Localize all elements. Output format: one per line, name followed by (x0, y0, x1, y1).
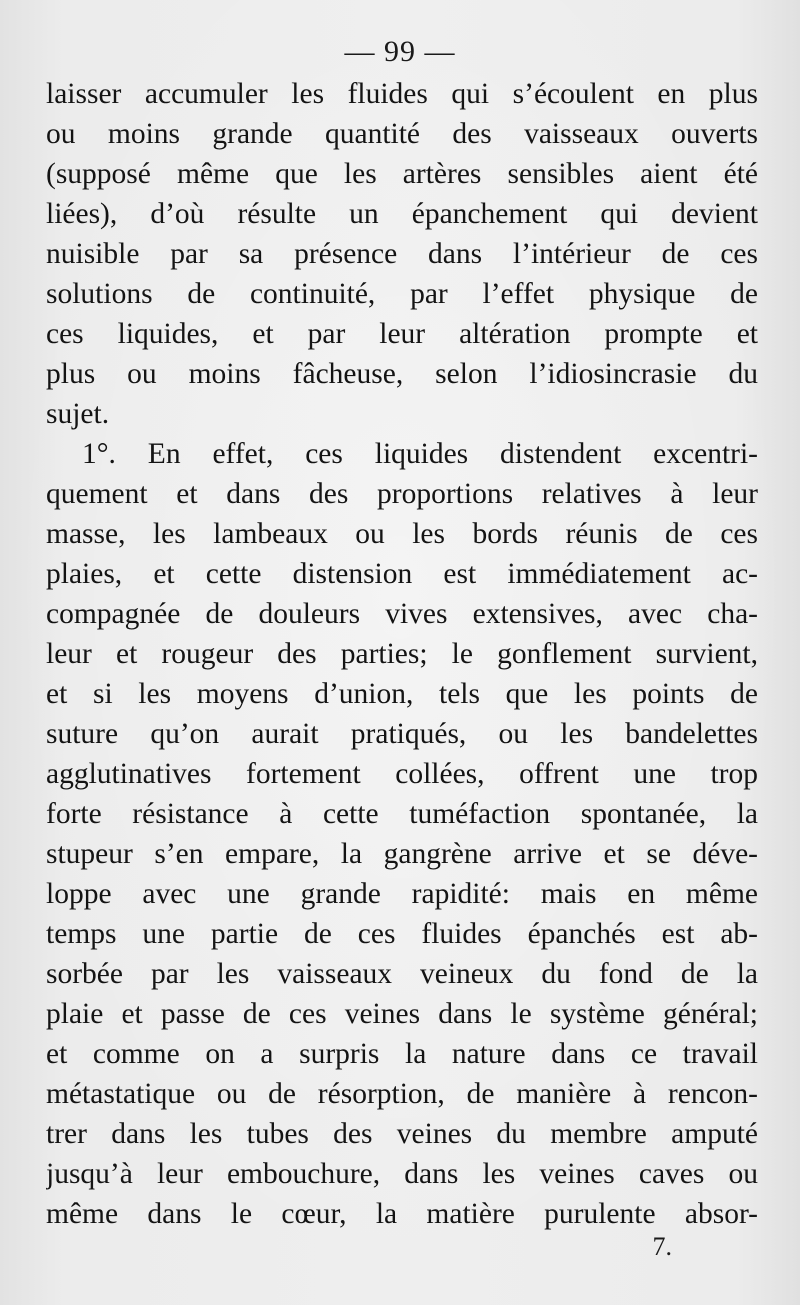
text-line: temps une partie de ces fluides épanchés est ab- (46, 918, 758, 950)
text-line: sujet. (46, 398, 110, 430)
text-line: leur et rougeur des parties; le gonflement survient, (46, 638, 758, 670)
text-line: même dans le cœur, la matière purulente absor- (46, 1198, 758, 1230)
text-line: nuisible par sa présence dans l’intérieur de ces (46, 238, 758, 270)
text-line: ou moins grande quantité des vaisseaux ouverts (46, 118, 758, 150)
text-line: 1°. En effet, ces liquides distendent excentri- (82, 438, 758, 470)
text-line: masse, les lambeaux ou les bords réunis de ces (46, 518, 758, 550)
text-line: plus ou moins fâcheuse, selon l’idiosincrasie du (46, 358, 758, 390)
text-line: jusqu’à leur embouchure, dans les veines caves ou (46, 1158, 758, 1190)
text-line: sorbée par les vaisseaux veineux du fond de la (46, 958, 758, 990)
text-line: forte résistance à cette tuméfaction spontanée, la (46, 798, 758, 830)
page-number: — 99 — (344, 35, 456, 68)
text-line: métastatique ou de résorption, de manière à rencon- (46, 1078, 758, 1110)
text-line: quement et dans des proportions relatives à leur (46, 478, 758, 510)
text-line: solutions de continuité, par l’effet physique de (46, 278, 758, 310)
text-line: plaie et passe de ces veines dans le système général; (46, 998, 758, 1030)
text-line: laisser accumuler les fluides qui s’écoulent en plus (46, 78, 758, 110)
text-line: compagnée de douleurs vives extensives, avec cha- (46, 598, 758, 630)
text-line: stupeur s’en empare, la gangrène arrive et se déve- (46, 838, 758, 870)
text-line: et comme on a surpris la nature dans ce travail (46, 1038, 758, 1070)
text-line: (supposé même que les artères sensibles aient été (46, 158, 758, 190)
text-line: et si les moyens d’union, tels que les points de (46, 678, 758, 710)
text-line: liées), d’où résulte un épanchement qui devient (46, 198, 758, 230)
text-line: agglutinatives fortement collées, offrent une trop (46, 758, 758, 790)
text-line: trer dans les tubes des veines du membre amputé (46, 1118, 758, 1150)
text-line: loppe avec une grande rapidité: mais en même (46, 878, 758, 910)
text-line: plaies, et cette distension est immédiatement ac- (46, 558, 758, 590)
signature-mark: 7. (652, 1232, 672, 1261)
body-text (46, 74, 758, 1234)
text-line: suture qu’on aurait pratiqués, ou les bandelettes (46, 718, 758, 750)
text-line: ces liquides, et par leur altération prompte et (46, 318, 758, 350)
